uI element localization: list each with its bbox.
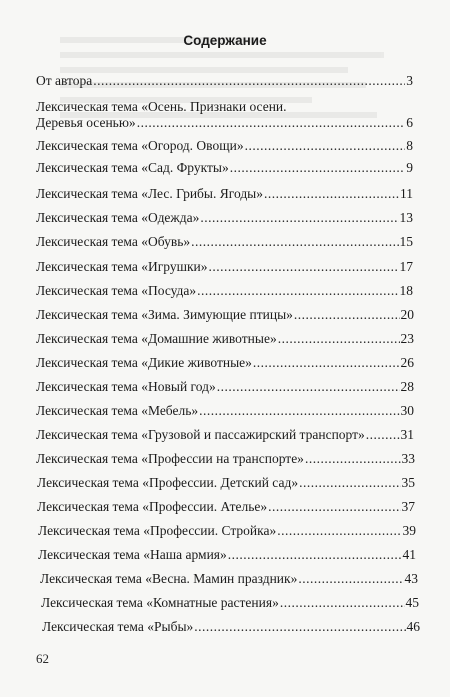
- dot-leader: [264, 186, 399, 202]
- toc-entry: [37, 499, 415, 515]
- dot-leader: [366, 427, 400, 443]
- toc-entry: [37, 475, 415, 491]
- toc-entry: [36, 307, 414, 323]
- toc-entry: [36, 331, 414, 347]
- toc-entry-page: 31: [400, 427, 414, 442]
- dot-leader: [305, 451, 401, 467]
- toc-entry: [36, 99, 413, 131]
- dot-leader: [209, 259, 399, 275]
- toc-entry-label: Лексическая тема «Игрушки»: [36, 259, 208, 274]
- toc-entry-label: Лексическая тема «Сад. Фрукты»: [36, 160, 229, 175]
- toc-entry-page: 26: [400, 355, 414, 370]
- toc-entry: [38, 547, 416, 563]
- dot-leader: [253, 355, 400, 371]
- dot-leader: [200, 210, 398, 226]
- toc-entry-label: Лексическая тема «Новый год»: [36, 379, 216, 394]
- toc-entry-label: Лексическая тема «Посуда»: [36, 283, 197, 298]
- toc-entry: [41, 595, 419, 611]
- toc-entry-label: Лексическая тема «Домашние животные»: [36, 331, 277, 346]
- toc-entry-label: Лексическая тема «Профессии. Детский сад»: [37, 475, 299, 490]
- dot-leader: [277, 523, 401, 539]
- toc-entry-label: Лексическая тема «Грузовой и пассажирский транспорт»: [36, 427, 365, 442]
- dot-leader: [298, 571, 403, 587]
- dot-leader: [278, 331, 400, 347]
- toc-entry-label: Лексическая тема «Весна. Мамин праздник»: [40, 571, 298, 586]
- toc-entry: [36, 138, 413, 154]
- toc-entry-page: 35: [401, 475, 415, 490]
- toc-entry-page: 15: [399, 234, 413, 249]
- toc-entry: [38, 523, 416, 539]
- toc-entry: [36, 186, 413, 202]
- toc-entry-page: 18: [399, 283, 413, 298]
- dot-leader: [230, 160, 406, 176]
- dot-leader: [294, 307, 400, 323]
- toc-entry-label: Лексическая тема «Дикие животные»: [36, 355, 252, 370]
- toc-entry-page: 39: [402, 523, 416, 538]
- toc-entry: [36, 73, 413, 89]
- toc-entry-label-continued: Деревья осенью»: [36, 115, 136, 130]
- toc-entry-page: 41: [402, 547, 416, 562]
- toc-entry-page: 33: [401, 451, 415, 466]
- toc-entry-page: 17: [399, 259, 413, 274]
- toc-entry: [36, 210, 413, 226]
- dot-leader: [191, 234, 398, 250]
- toc-entry-label: Лексическая тема «Зима. Зимующие птицы»: [36, 307, 293, 322]
- toc-entry: [36, 259, 413, 275]
- toc-entry-label: Лексическая тема «Профессии. Стройка»: [38, 523, 277, 538]
- toc-entry-label: Лексическая тема «Лес. Грибы. Ягоды»: [36, 186, 264, 201]
- dot-leader: [299, 475, 400, 491]
- toc-entry-label: Лексическая тема «Профессии на транспорте»: [36, 451, 304, 466]
- toc-entry-page: 9: [406, 160, 413, 175]
- dot-leader: [197, 283, 398, 299]
- toc-entry-page: 6: [406, 115, 413, 130]
- toc-entry: [36, 283, 413, 299]
- toc-entry: [36, 427, 414, 443]
- toc-entry-page: 43: [404, 571, 418, 586]
- toc-entry-page: 11: [400, 186, 413, 201]
- toc-entry: [36, 355, 414, 371]
- toc-entry: [40, 571, 418, 587]
- toc-entry-page: 23: [400, 331, 414, 346]
- toc-entry-label: Лексическая тема «Мебель»: [36, 403, 199, 418]
- toc-entry-page: 45: [405, 595, 419, 610]
- dot-leader: [217, 379, 400, 395]
- dot-leader: [268, 499, 400, 515]
- toc-entry: [36, 379, 414, 395]
- contents-heading: Содержание: [183, 33, 267, 48]
- dot-leader: [194, 619, 405, 635]
- toc-entry-label: Лексическая тема «Осень. Признаки осени.: [36, 99, 287, 114]
- toc-entry-page: 46: [406, 619, 420, 634]
- page-number: 62: [36, 651, 49, 666]
- toc-entry: [36, 234, 413, 250]
- toc-entry: [42, 619, 420, 635]
- dot-leader: [245, 138, 406, 154]
- toc-entry-label: Лексическая тема «Одежда»: [36, 210, 200, 225]
- dot-leader: [137, 115, 406, 131]
- toc-entry-page: 8: [406, 138, 413, 153]
- toc-entry: [36, 403, 414, 419]
- toc-entry: [36, 451, 415, 467]
- toc-entry-label: Лексическая тема «Наша армия»: [38, 547, 227, 562]
- toc-entry: [36, 160, 413, 176]
- toc-entry-page: 30: [400, 403, 414, 418]
- dot-leader: [280, 595, 405, 611]
- toc-entry-label: От автора: [36, 73, 93, 88]
- toc-entry-label: Лексическая тема «Рыбы»: [42, 619, 194, 634]
- toc-entry-page: 13: [399, 210, 413, 225]
- toc-entry-page: 37: [401, 499, 415, 514]
- toc-entry-page: 3: [406, 73, 413, 88]
- dot-leader: [228, 547, 402, 563]
- dot-leader: [93, 73, 405, 89]
- dot-leader: [199, 403, 399, 419]
- toc-entry-label: Лексическая тема «Огород. Овощи»: [36, 138, 244, 153]
- toc-entry-label: Лексическая тема «Профессии. Ателье»: [37, 499, 268, 514]
- toc-entry-label: Лексическая тема «Обувь»: [36, 234, 191, 249]
- toc-entry-label: Лексическая тема «Комнатные растения»: [41, 595, 279, 610]
- toc-entry-page: 20: [400, 307, 414, 322]
- toc-entry-page: 28: [400, 379, 414, 394]
